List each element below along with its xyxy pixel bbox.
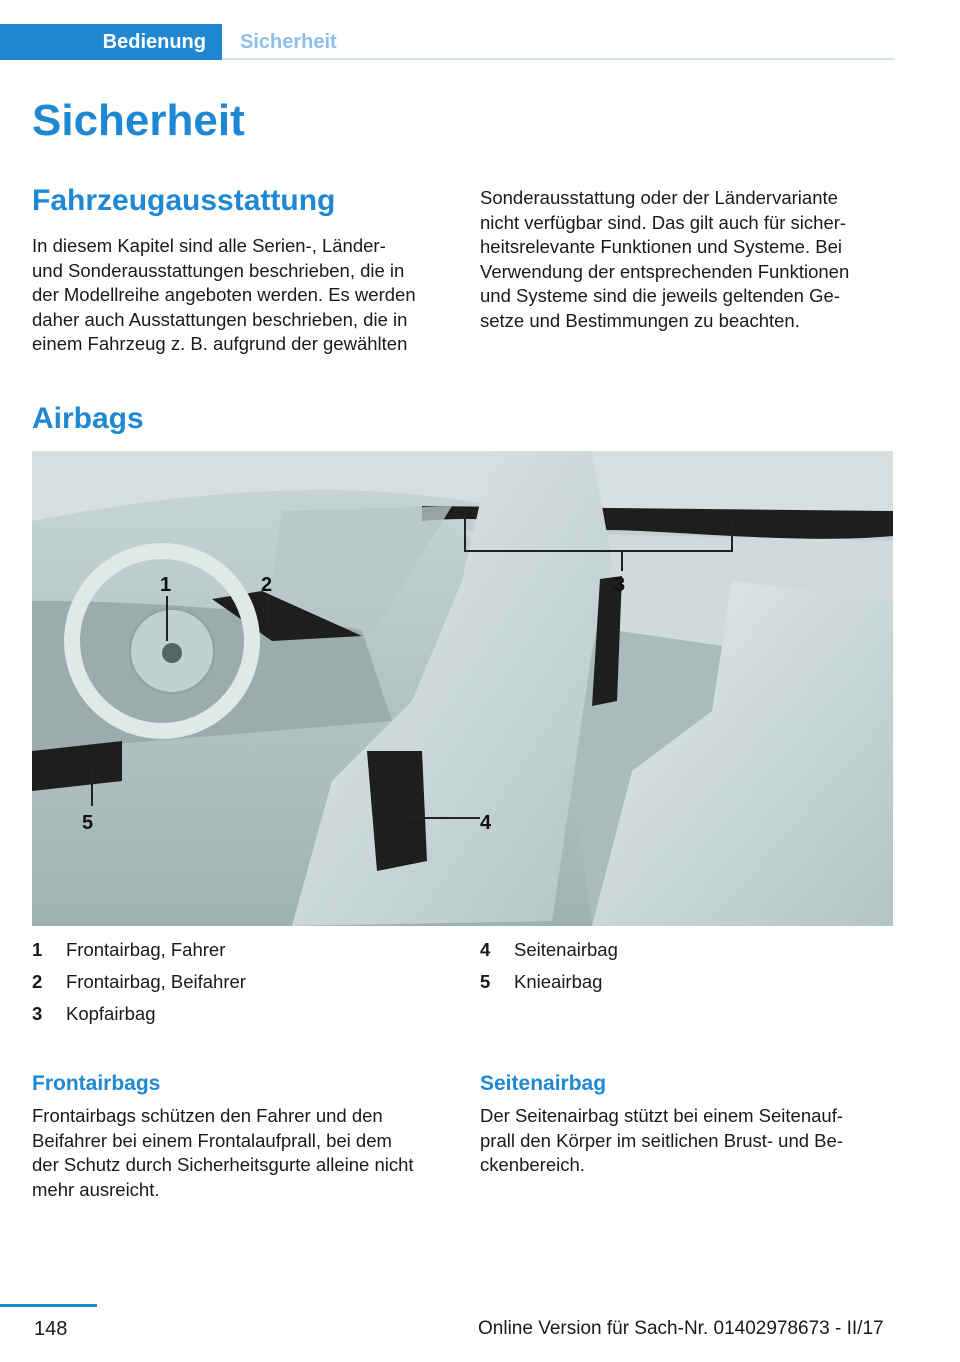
- header-tabs: [0, 24, 895, 60]
- tab-bedienung[interactable]: Bedienung: [0, 24, 222, 60]
- airbag-illustration: [32, 451, 893, 926]
- equipment-paragraph-right: [480, 186, 898, 333]
- text-line: In diesem Kapitel sind alle Serien-, Länder-: [32, 235, 386, 256]
- text-line: Verwendung der entsprechenden Funktionen: [480, 260, 850, 282]
- text-line: der Schutz durch Sicherheitsgurte alleine nicht: [32, 1154, 414, 1175]
- text-line: daher auch Ausstattungen beschrieben, die in: [32, 308, 408, 330]
- text-line: einem Fahrzeug z. B. aufgrund der gewählten: [32, 333, 408, 354]
- text-line: mehr ausreicht.: [32, 1178, 160, 1200]
- text-line: Beifahrer bei einem Frontalaufprall, bei dem: [32, 1129, 392, 1151]
- tab-sicherheit[interactable]: Sicherheit: [240, 31, 337, 53]
- text-line: und Systeme sind die jeweils geltenden Ge-: [480, 285, 840, 306]
- section-heading-airbags: Airbags: [32, 402, 144, 435]
- legend-label: Frontairbag, Beifahrer: [66, 971, 246, 992]
- text-line: prall den Körper im seitlichen Brust- und Be-: [480, 1129, 843, 1151]
- text-line: Sonderausstattung oder der Ländervariante: [480, 187, 838, 208]
- legend-number: 4: [480, 939, 491, 960]
- callout-3: 3: [614, 574, 626, 596]
- callout-1: 1: [160, 574, 172, 596]
- seitenairbag-paragraph: [480, 1104, 898, 1178]
- legend-label: Kopfairbag: [66, 1003, 156, 1024]
- legend-number: 3: [32, 1003, 43, 1024]
- legend-number: 1: [32, 939, 43, 960]
- equipment-paragraph-left: [32, 234, 450, 357]
- text-line: Frontairbags schützen den Fahrer und den: [32, 1105, 383, 1126]
- legend-number: 5: [480, 971, 491, 992]
- text-line: ckenbereich.: [480, 1154, 585, 1175]
- text-line: der Modellreihe angeboten werden. Es werden: [32, 284, 416, 305]
- legend-label: Frontairbag, Fahrer: [66, 939, 226, 960]
- legend-label: Seitenairbag: [514, 939, 618, 960]
- text-line: setze und Bestimmungen zu beachten.: [480, 309, 800, 331]
- text-line: nicht verfügbar sind. Das gilt auch für sicher-: [480, 211, 847, 233]
- text-line: und Sonderausstattungen beschrieben, die in: [32, 259, 405, 281]
- text-line: heitsrelevante Funktionen und Systeme. Bei: [480, 236, 842, 257]
- legend-label: Knieairbag: [514, 971, 603, 992]
- legend-number: 2: [32, 971, 43, 992]
- tab-divider-line: [222, 58, 895, 60]
- section-heading-equipment: Fahrzeugausstattung: [32, 184, 336, 217]
- page-title: Sicherheit: [32, 96, 245, 145]
- online-version-note: Online Version für Sach-Nr. 01402978673 - II/17: [478, 1318, 884, 1339]
- frontairbags-paragraph: [32, 1104, 450, 1202]
- callout-2: 2: [261, 574, 273, 596]
- section-heading-seitenairbag: Seitenairbag: [480, 1072, 607, 1095]
- page-number: 148: [34, 1318, 68, 1340]
- callout-5: 5: [82, 812, 94, 834]
- footer-accent-line: [0, 1304, 97, 1307]
- text-line: Der Seitenairbag stützt bei einem Seitenauf-: [480, 1105, 844, 1126]
- section-heading-frontairbags: Frontairbags: [32, 1072, 161, 1095]
- callout-4: 4: [480, 812, 492, 834]
